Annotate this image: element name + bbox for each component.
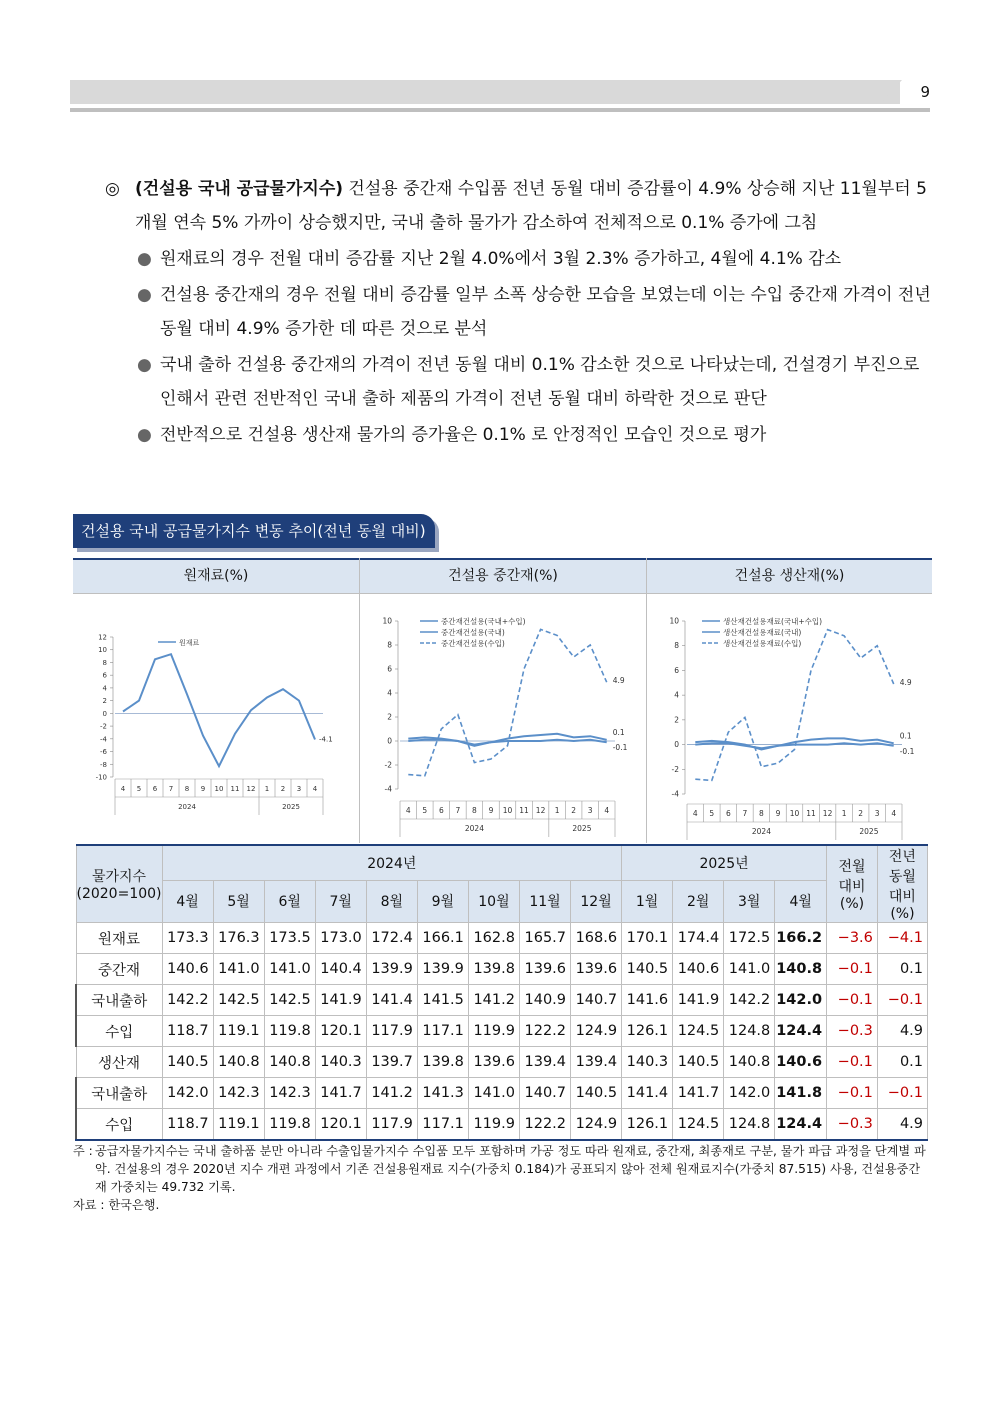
y-tick-label: 0 — [674, 740, 679, 750]
table-cell: 139.4 — [519, 1047, 570, 1078]
table-row — [76, 1109, 928, 1141]
table-cell: 140.8 — [775, 954, 827, 985]
chart-panel-raw — [73, 558, 359, 843]
row-label: 국내출하 — [76, 985, 162, 1016]
table-cell: 141.0 — [264, 954, 315, 985]
x-tick-label: 1 — [554, 806, 560, 815]
table-cell: 141.9 — [315, 985, 366, 1016]
table-cell: 140.8 — [724, 1047, 775, 1078]
series-line — [695, 743, 893, 748]
table-cell: 120.1 — [315, 1016, 366, 1047]
row-label: 생산재 — [76, 1047, 162, 1078]
x-tick-label: 10 — [214, 785, 224, 793]
x-tick-label: 5 — [422, 806, 428, 815]
data-label: 0.1 — [612, 727, 625, 737]
yoy-line: 대비(%) — [888, 889, 916, 922]
x-group-label: 2024 — [751, 827, 771, 836]
yoy-line: 전년 — [888, 849, 916, 865]
table-cell: 140.3 — [622, 1047, 673, 1078]
table-cell: 124.5 — [673, 1109, 724, 1141]
x-tick-label: 4 — [692, 809, 698, 818]
x-tick-label: 1 — [841, 809, 847, 818]
x-tick-label: 10 — [789, 809, 800, 818]
mom-cell: −0.1 — [827, 1047, 878, 1078]
table-cell: 168.6 — [571, 923, 622, 954]
table-cell: 124.5 — [673, 1016, 724, 1047]
y-tick-label: 0 — [102, 709, 107, 718]
table-cell: 141.5 — [417, 985, 468, 1016]
x-tick-label: 2 — [571, 806, 577, 815]
bullet-text: 원재료의 경우 전월 대비 증감률 지난 2월 4.0%에서 3월 2.3% 증가하고, 4월에 4.1% 감소 — [160, 249, 842, 269]
month-header: 11월 — [519, 880, 570, 922]
y-tick-label: -2 — [384, 760, 392, 770]
legend-label: 중간재건설용(수입) — [441, 639, 505, 648]
table-cell: 140.6 — [775, 1047, 827, 1078]
price-index-table — [75, 844, 928, 1141]
table-cell: 140.9 — [519, 985, 570, 1016]
table-cell: 142.3 — [264, 1078, 315, 1109]
data-label: -0.1 — [612, 743, 628, 753]
table-cell: 141.9 — [673, 985, 724, 1016]
chart-panel-intermediate — [360, 558, 646, 843]
x-tick-label: 12 — [822, 809, 833, 818]
table-cell: 141.6 — [622, 985, 673, 1016]
bullet-text: 전반적으로 건설용 생산재 물가의 증가율은 0.1% 로 안정적인 모습인 것으로 평가 — [160, 425, 767, 445]
y-tick-label: -6 — [100, 748, 107, 757]
footnote-text: 공급자물가지수는 국내 출하품 분만 아니라 수출입물가지수 수입품 모두 포함하며 가공 정도 따라 원재료, 중간재, 최종재로 구분, 물가 파급 과정을 단계별 파악. 건설용의 경우 2020년 지수 개편 과정에서 기존 건설용원재료 지수(가중치 0.184)가 공표되지 않아 전체 원재료지수(가중치 87.515) 사용, 건설용중간재 가중치는 49.732 기록. — [95, 1144, 926, 1194]
yoy-cell: 0.1 — [877, 1047, 927, 1078]
year-2024-header: 2024년 — [162, 845, 622, 880]
table-row — [76, 1016, 928, 1047]
legend-label: 생산재건설용재료(국내+수입) — [723, 617, 823, 626]
series-line — [695, 630, 893, 781]
table-cell: 139.6 — [519, 954, 570, 985]
x-tick-label: 6 — [725, 809, 731, 818]
table-cell: 119.9 — [468, 1016, 519, 1047]
table-cell: 126.1 — [622, 1016, 673, 1047]
table-cell: 119.1 — [213, 1016, 264, 1047]
chart-title: 건설용 중간재(%) — [360, 560, 646, 594]
month-header: 3월 — [724, 880, 775, 922]
table-cell: 141.0 — [724, 954, 775, 985]
table-cell: 139.6 — [468, 1047, 519, 1078]
bullet-text: 국내 출하 건설용 중간재의 가격이 전년 동월 대비 0.1% 감소한 것으로 나타났는데, 건설경기 부진으로 인해서 관련 전반적인 국내 출하 제품의 가격이 전년 동월 대비 하락한 것으로 판단 — [160, 355, 920, 409]
table-cell: 119.9 — [468, 1109, 519, 1141]
yoy-line: 동월 — [888, 869, 916, 885]
y-tick-label: 10 — [669, 616, 679, 626]
corner-line: (2020=100) — [76, 886, 162, 902]
table-cell: 139.7 — [366, 1047, 417, 1078]
y-tick-label: 6 — [102, 671, 107, 680]
table-cell: 170.1 — [622, 923, 673, 954]
table-cell: 117.1 — [417, 1109, 468, 1141]
data-label: -4.1 — [319, 735, 333, 744]
table-cell: 142.0 — [162, 1078, 213, 1109]
month-header: 9월 — [417, 880, 468, 922]
chart-body — [647, 594, 932, 844]
mom-header — [827, 845, 878, 923]
table-cell: 124.4 — [775, 1016, 827, 1047]
table-row — [76, 923, 928, 954]
table-row — [76, 954, 928, 985]
page-number: 9 — [920, 83, 930, 101]
mom-cell: −0.3 — [827, 1109, 878, 1141]
table-cell: 174.4 — [673, 923, 724, 954]
header-bar-notch — [880, 80, 902, 104]
y-tick-label: -10 — [95, 773, 107, 782]
x-group-label: 2024 — [178, 803, 196, 811]
table-cell: 141.4 — [622, 1078, 673, 1109]
header-bar — [70, 80, 900, 104]
table-cell: 139.8 — [468, 954, 519, 985]
row-label: 수입 — [76, 1109, 162, 1141]
month-header-row — [76, 880, 928, 922]
y-tick-label: -2 — [671, 764, 679, 774]
data-label: 4.9 — [612, 676, 625, 686]
table-cell: 142.5 — [264, 985, 315, 1016]
table-cell: 119.8 — [264, 1016, 315, 1047]
x-tick-label: 4 — [604, 806, 610, 815]
x-tick-label: 12 — [246, 785, 256, 793]
x-group-label: 2025 — [572, 824, 592, 833]
table-cell: 142.0 — [775, 985, 827, 1016]
mom-line: 대비(%) — [838, 879, 866, 912]
x-tick-label: 1 — [264, 785, 270, 793]
x-tick-label: 3 — [874, 809, 880, 818]
yoy-cell: 4.9 — [877, 1016, 927, 1047]
mom-cell: −0.1 — [827, 985, 878, 1016]
table-cell: 141.3 — [417, 1078, 468, 1109]
bullet-item — [105, 278, 935, 346]
table-cell: 117.9 — [366, 1109, 417, 1141]
x-tick-label: 6 — [152, 785, 158, 793]
y-tick-label: 10 — [98, 646, 107, 655]
x-tick-label: 8 — [184, 785, 190, 793]
x-tick-label: 7 — [455, 806, 461, 815]
table-row — [76, 1078, 928, 1109]
table-cell: 117.1 — [417, 1016, 468, 1047]
table-cell: 124.9 — [571, 1109, 622, 1141]
data-label: -0.1 — [899, 746, 915, 756]
bullet-item — [105, 242, 935, 276]
y-tick-label: 8 — [387, 640, 392, 650]
bullet-icon: ● — [137, 249, 152, 269]
main-body: 건설용 중간재 수입품 전년 동월 대비 증감률이 4.9% 상승해 지난 11월부터 5개월 연속 5% 가까이 상승했지만, 국내 출하 물가가 감소하여 전체적으로 0.1% 증가에 그침 — [135, 179, 927, 233]
series-line — [408, 629, 606, 775]
y-tick-label: 6 — [387, 664, 392, 674]
footnote-prefix: 주 : — [73, 1144, 93, 1158]
corner-header — [76, 845, 162, 923]
source-note — [73, 1196, 931, 1214]
table-cell: 139.8 — [417, 1047, 468, 1078]
x-tick-label: 3 — [296, 785, 302, 793]
raw-material-chart — [73, 594, 359, 844]
x-tick-label: 11 — [806, 809, 816, 818]
table-cell: 140.5 — [622, 954, 673, 985]
table-cell: 124.8 — [724, 1109, 775, 1141]
table-cell: 166.2 — [775, 923, 827, 954]
mom-cell: −3.6 — [827, 923, 878, 954]
legend-label: 중간재건설용(국내) — [441, 628, 505, 637]
table-cell: 140.5 — [673, 1047, 724, 1078]
data-label: 0.1 — [899, 731, 912, 741]
table-cell: 141.0 — [468, 1078, 519, 1109]
y-tick-label: 4 — [102, 684, 107, 693]
y-tick-label: 6 — [674, 665, 679, 675]
x-tick-label: 7 — [742, 809, 748, 818]
table-cell: 142.3 — [213, 1078, 264, 1109]
footnote — [73, 1142, 931, 1196]
y-tick-label: 4 — [387, 688, 392, 698]
month-header: 4월 — [775, 880, 827, 922]
table-cell: 173.0 — [315, 923, 366, 954]
production-goods-chart — [647, 594, 932, 844]
y-tick-label: 2 — [674, 715, 679, 725]
table-cell: 140.8 — [264, 1047, 315, 1078]
month-header: 10월 — [468, 880, 519, 922]
chart-panel-production — [647, 558, 932, 843]
x-group-label: 2025 — [859, 827, 879, 836]
month-header: 8월 — [366, 880, 417, 922]
x-tick-label: 11 — [519, 806, 529, 815]
table-cell: 126.1 — [622, 1109, 673, 1141]
x-tick-label: 8 — [759, 809, 764, 818]
table-cell: 140.5 — [162, 1047, 213, 1078]
x-tick-label: 11 — [230, 785, 240, 793]
table-cell: 142.2 — [724, 985, 775, 1016]
row-label: 국내출하 — [76, 1078, 162, 1109]
bullet-item — [105, 418, 935, 452]
table-cell: 118.7 — [162, 1016, 213, 1047]
x-tick-label: 4 — [891, 809, 897, 818]
month-header: 4월 — [162, 880, 213, 922]
x-tick-label: 4 — [312, 785, 318, 793]
chart-body — [360, 594, 646, 844]
double-circle-icon: ◎ — [105, 179, 120, 199]
table-cell: 141.2 — [366, 1078, 417, 1109]
table-cell: 140.5 — [571, 1078, 622, 1109]
table-cell: 139.6 — [571, 954, 622, 985]
yoy-cell: −0.1 — [877, 985, 927, 1016]
table-body — [76, 923, 928, 1141]
x-tick-label: 2 — [280, 785, 286, 793]
month-header: 6월 — [264, 880, 315, 922]
y-tick-label: 2 — [387, 712, 392, 722]
table-cell: 173.3 — [162, 923, 213, 954]
y-tick-label: 0 — [387, 736, 392, 746]
table-cell: 140.8 — [213, 1047, 264, 1078]
y-tick-label: -4 — [671, 789, 679, 799]
month-header: 5월 — [213, 880, 264, 922]
main-heading: (건설용 국내 공급물가지수) — [135, 179, 344, 199]
x-tick-label: 5 — [709, 809, 715, 818]
table-cell: 139.9 — [417, 954, 468, 985]
chart-body — [73, 594, 359, 844]
source-text: 한국은행. — [108, 1198, 160, 1212]
x-tick-label: 3 — [587, 806, 593, 815]
row-label: 원재료 — [76, 923, 162, 954]
legend-label: 중간재건설용(국내+수입) — [441, 617, 526, 626]
month-header: 7월 — [315, 880, 366, 922]
table-cell: 141.0 — [213, 954, 264, 985]
bullet-icon: ● — [137, 355, 152, 375]
x-tick-label: 4 — [405, 806, 411, 815]
table-cell: 162.8 — [468, 923, 519, 954]
y-tick-label: 10 — [382, 616, 392, 626]
x-tick-label: 2 — [858, 809, 864, 818]
yoy-header — [877, 845, 927, 923]
data-label: 4.9 — [899, 678, 912, 688]
x-tick-label: 6 — [438, 806, 444, 815]
year-2025-header: 2025년 — [622, 845, 827, 880]
x-tick-label: 9 — [775, 809, 781, 818]
y-tick-label: 12 — [98, 633, 107, 642]
table-cell: 142.2 — [162, 985, 213, 1016]
table-cell: 141.7 — [673, 1078, 724, 1109]
y-tick-label: -8 — [100, 760, 107, 769]
yoy-cell: 4.9 — [877, 1109, 927, 1141]
y-tick-label: -2 — [100, 722, 107, 731]
y-tick-label: 8 — [674, 641, 679, 651]
legend-label: 생산재건설용재료(국내) — [723, 628, 802, 637]
chart-title: 건설용 생산재(%) — [647, 560, 932, 594]
mom-cell: −0.3 — [827, 1016, 878, 1047]
table-cell: 140.4 — [315, 954, 366, 985]
yoy-cell: 0.1 — [877, 954, 927, 985]
bullet-text: 건설용 중간재의 경우 전월 대비 증감률 일부 소폭 상승한 모습을 보였는데 이는 수입 중간재 가격이 전년 동월 대비 4.9% 증가한 데 따른 것으로 분석 — [160, 285, 931, 339]
table-cell: 140.7 — [519, 1078, 570, 1109]
table-cell: 142.5 — [213, 985, 264, 1016]
table-cell: 172.4 — [366, 923, 417, 954]
table-row — [76, 1047, 928, 1078]
x-tick-label: 12 — [535, 806, 546, 815]
chart-title: 원재료(%) — [73, 560, 359, 594]
bullet-item — [105, 348, 935, 416]
x-tick-label: 10 — [502, 806, 513, 815]
table-cell: 166.1 — [417, 923, 468, 954]
intermediate-goods-chart — [360, 594, 646, 844]
month-header: 1월 — [622, 880, 673, 922]
table-cell: 140.3 — [315, 1047, 366, 1078]
table-cell: 141.7 — [315, 1078, 366, 1109]
table-cell: 140.7 — [571, 985, 622, 1016]
table-cell: 140.6 — [673, 954, 724, 985]
row-label: 수입 — [76, 1016, 162, 1047]
yoy-cell: −0.1 — [877, 1078, 927, 1109]
corner-line: 물가지수 — [91, 869, 147, 885]
table-cell: 140.6 — [162, 954, 213, 985]
mom-cell: −0.1 — [827, 954, 878, 985]
table-cell: 120.1 — [315, 1109, 366, 1141]
mom-cell: −0.1 — [827, 1078, 878, 1109]
table-cell: 118.7 — [162, 1109, 213, 1141]
table-cell: 119.8 — [264, 1109, 315, 1141]
table-cell: 141.4 — [366, 985, 417, 1016]
figure-title: 건설용 국내 공급물가지수 변동 추이(전년 동월 대비) — [73, 514, 435, 548]
table-cell: 122.2 — [519, 1109, 570, 1141]
legend-label: 생산재건설용재료(수입) — [723, 639, 802, 648]
table-cell: 124.9 — [571, 1016, 622, 1047]
x-tick-label: 9 — [488, 806, 494, 815]
x-tick-label: 4 — [120, 785, 126, 793]
x-tick-label: 5 — [136, 785, 142, 793]
row-label: 중간재 — [76, 954, 162, 985]
table-cell: 122.2 — [519, 1016, 570, 1047]
table-cell: 141.2 — [468, 985, 519, 1016]
y-tick-label: -4 — [384, 784, 392, 794]
x-group-label: 2024 — [464, 824, 484, 833]
notes — [73, 1142, 931, 1214]
table-cell: 139.4 — [571, 1047, 622, 1078]
table-cell: 117.9 — [366, 1016, 417, 1047]
x-group-label: 2025 — [282, 803, 300, 811]
y-tick-label: -4 — [100, 735, 107, 744]
table-cell: 139.9 — [366, 954, 417, 985]
x-tick-label: 7 — [168, 785, 174, 793]
month-header: 2월 — [673, 880, 724, 922]
mom-line: 전월 — [838, 859, 866, 875]
y-tick-label: 4 — [674, 690, 679, 700]
table-cell: 165.7 — [519, 923, 570, 954]
table-cell: 119.1 — [213, 1109, 264, 1141]
yoy-cell: −4.1 — [877, 923, 927, 954]
y-tick-label: 8 — [102, 658, 107, 667]
bullet-icon: ● — [137, 285, 152, 305]
table-cell: 172.5 — [724, 923, 775, 954]
table-cell: 173.5 — [264, 923, 315, 954]
table-cell: 124.4 — [775, 1109, 827, 1141]
main-paragraph — [105, 172, 935, 240]
y-tick-label: 2 — [102, 697, 107, 706]
header-rule — [70, 108, 930, 112]
source-prefix: 자료 : — [73, 1198, 105, 1212]
legend-label: 원재료 — [179, 639, 200, 647]
month-header: 12월 — [571, 880, 622, 922]
bullet-icon: ● — [137, 425, 152, 445]
x-tick-label: 8 — [472, 806, 477, 815]
table-cell: 124.8 — [724, 1016, 775, 1047]
table-cell: 176.3 — [213, 923, 264, 954]
body-text — [105, 172, 935, 452]
table-cell: 141.8 — [775, 1078, 827, 1109]
table-cell: 142.0 — [724, 1078, 775, 1109]
series-line — [123, 654, 315, 766]
table-row — [76, 985, 928, 1016]
x-tick-label: 9 — [200, 785, 206, 793]
